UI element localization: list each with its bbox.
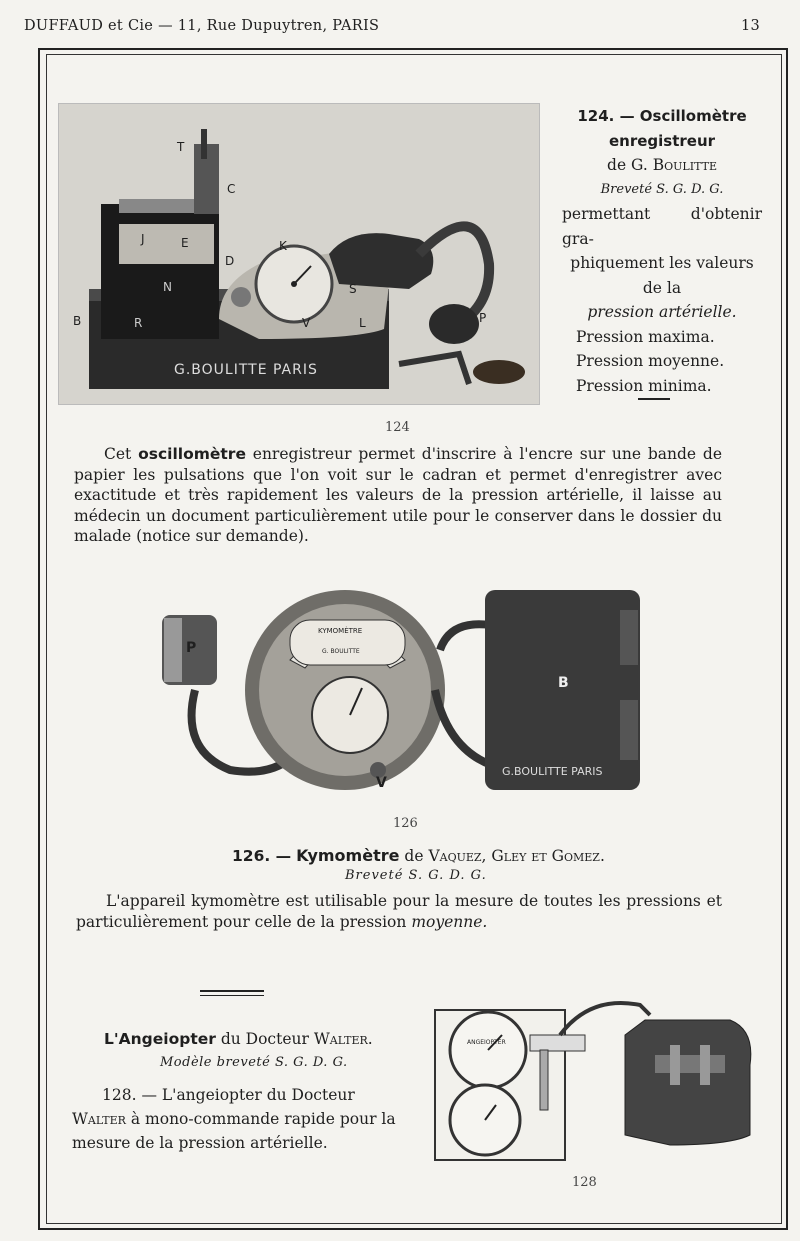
item128-rule-top: [200, 990, 264, 992]
header-publisher: DUFFAUD et Cie — 11, Rue Dupuytren, PARIS: [24, 18, 380, 34]
kymometer-illustration: [150, 580, 650, 800]
item124-desc-2: phiquement les valeurs: [570, 254, 754, 272]
item124-rule: [638, 398, 670, 400]
item128-number: 128. —: [102, 1086, 157, 1104]
item126-title-line: [232, 846, 605, 865]
item128-model: Modèle breveté S. G. D. G.: [160, 1055, 348, 1070]
photo-letter-s: S: [349, 282, 357, 296]
item128-doctor: Walter.: [313, 1030, 373, 1048]
item126-title: Kymomètre: [296, 846, 400, 865]
item128-doctor2: Walter: [72, 1110, 126, 1128]
photo-letter-p: P: [186, 640, 197, 656]
item126-number: 126. —: [232, 847, 292, 865]
photo-letter-v: V: [302, 316, 311, 330]
item124-list-3: Pression minima.: [576, 376, 712, 395]
photo-letter-b: B: [73, 314, 82, 328]
item126-authors: Vaquez, Gley et Gomez.: [428, 847, 605, 865]
item124-author: [562, 153, 762, 178]
item124-author-prefix: de G.: [607, 156, 648, 174]
photo-letter-l: L: [359, 316, 366, 330]
photo-letter-n: N: [163, 280, 172, 294]
photo-caption: G.BOULITTE PARIS: [174, 362, 318, 378]
photo-letter-j: J: [141, 232, 145, 246]
oscillometer-photo: [58, 103, 540, 405]
figure-label-124: 124: [385, 420, 410, 435]
photo-letter-c: C: [227, 182, 236, 196]
item128-text-1: L'angeiopter du Docteur: [161, 1086, 355, 1104]
photo-letter-b: B: [558, 675, 569, 691]
item126-paragraph-italic: moyenne.: [411, 912, 488, 931]
paragraph-rest: enregistreur permet d'inscrire à l'encre sur une bande de papier les pulsations que l'on voit sur le cadran et permet d'enregistrer avec exactitude et très rapidement les valeurs de la pression artérielle, il laisse au médecin un document particulièrement utile pour le conserver dans le dossier du malade (notice sur demande).: [74, 445, 722, 545]
item124-title-line2: enregistreur: [608, 131, 716, 150]
item126-authors-pre: de: [404, 847, 424, 865]
figure-label-128: 128: [572, 1175, 597, 1190]
item128-title-rest: du Docteur: [220, 1030, 309, 1048]
photo-letter-t: T: [177, 140, 185, 154]
paragraph-start: Cet: [104, 445, 132, 463]
figure-label-126: 126: [393, 816, 418, 831]
item126-paragraph-text: L'appareil kymomètre est utilisable pour la mesure de toutes les pressions et particulièrement pour celle de la pression: [76, 892, 722, 931]
item126-paragraph: [76, 891, 722, 932]
paragraph-bold: oscillomètre: [138, 445, 246, 463]
item128-paragraph: [72, 1083, 408, 1155]
item128-title-line: [104, 1030, 373, 1048]
item128-rule-bottom: [200, 995, 264, 996]
photo-letter-v: V: [376, 775, 387, 791]
item124-list-2: Pression moyenne.: [576, 352, 725, 370]
item124-paragraph: [74, 444, 722, 547]
photo-letter-d: D: [225, 254, 235, 268]
page-header: [24, 18, 760, 40]
item124-desc-italic: pression artérielle.: [587, 303, 737, 321]
item128-title: L'Angeiopter: [104, 1030, 216, 1048]
item124-patent: Breveté S. G. D. G.: [600, 181, 724, 197]
photo-letter-k: K: [279, 239, 287, 253]
dial-subtext: G. BOULITTE: [322, 648, 360, 655]
angeiopter-illustration: [430, 995, 765, 1165]
item126-patent: Breveté S. G. D. G.: [345, 868, 487, 883]
page-number: 13: [740, 18, 760, 34]
photo-letter-r: R: [134, 316, 143, 330]
item124-desc-3: de la: [642, 278, 682, 297]
item128-text-2: à mono-commande rapide pour la mesure de la pression artérielle.: [72, 1110, 396, 1152]
cuff-caption: G.BOULITTE PARIS: [502, 765, 603, 778]
item124-desc-1: permettant d'obtenir gra-: [562, 205, 762, 248]
item124-description: [562, 104, 762, 398]
item124-author-name: Boulitte: [652, 156, 717, 174]
dial-text: KYMOMÈTRE: [318, 627, 363, 635]
item124-title: 124. — Oscillomètre: [577, 107, 747, 125]
angeiopter-dial-text: ANGEIOPTER: [467, 1039, 506, 1046]
photo-letter-e: E: [181, 236, 189, 250]
photo-letter-p: P: [479, 311, 487, 325]
item124-list-1: Pression maxima.: [576, 327, 715, 346]
